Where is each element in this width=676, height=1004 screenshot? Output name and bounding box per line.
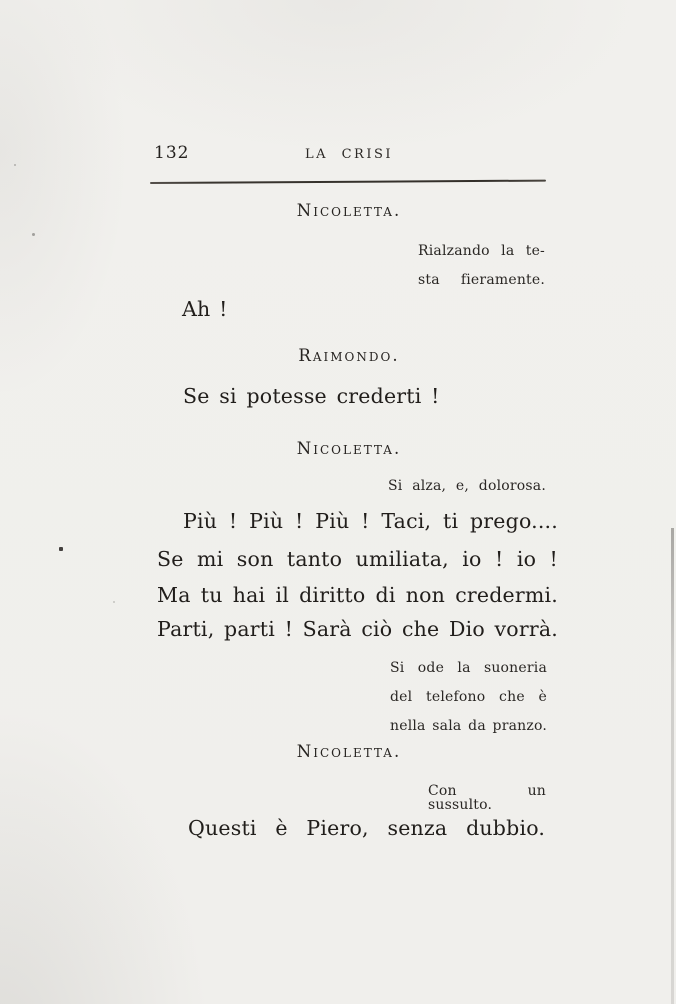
stage-direction-line: del telefono che è [390, 689, 547, 705]
header-rule [150, 180, 546, 184]
stage-direction-sussulto: Con un sussulto. [428, 783, 546, 813]
dialogue-line-questi: Questi è Piero, senza dubbio. [188, 816, 546, 840]
dialogue-line-piu: Più ! Più ! Più ! Taci, ti prego.... [183, 509, 558, 533]
stage-direction-line: nella sala da pranzo. [390, 718, 547, 734]
dialogue-line-umiliata: Se mi son tanto umiliata, io ! io ! [157, 547, 558, 571]
ink-speck [14, 164, 16, 166]
page-edge-shadow [671, 528, 674, 1004]
stage-direction-line: sta fieramente. [418, 272, 545, 288]
page-number: 132 [154, 143, 190, 163]
stage-direction-line: Si ode la suoneria [390, 660, 547, 676]
stage-direction-rialzando [418, 237, 545, 295]
speaker-heading-nicoletta-3: Nicoletta. [296, 742, 402, 761]
dialogue-line-parti: Parti, parti ! Sarà ciò che Dio vorrà. [157, 617, 558, 641]
speaker-heading-raimondo: Raimondo. [298, 346, 400, 365]
speaker-heading-nicoletta-1: Nicoletta. [296, 201, 402, 220]
dialogue-line-crederti: Se si potesse crederti ! [183, 384, 440, 408]
ink-speck [32, 233, 35, 236]
ink-speck [59, 547, 63, 551]
dialogue-line-ah: Ah ! [182, 297, 228, 321]
speaker-heading-nicoletta-2: Nicoletta. [296, 439, 402, 458]
dialogue-line-diritto: Ma tu hai il diritto di non credermi. [157, 583, 558, 607]
running-title: LA CRISI [304, 147, 394, 162]
ink-speck [113, 601, 115, 603]
stage-direction-si-alza: Si alza, e, dolorosa. [388, 478, 546, 494]
stage-direction-telefono [390, 654, 547, 741]
stage-direction-line: Rialzando la te- [418, 243, 545, 259]
